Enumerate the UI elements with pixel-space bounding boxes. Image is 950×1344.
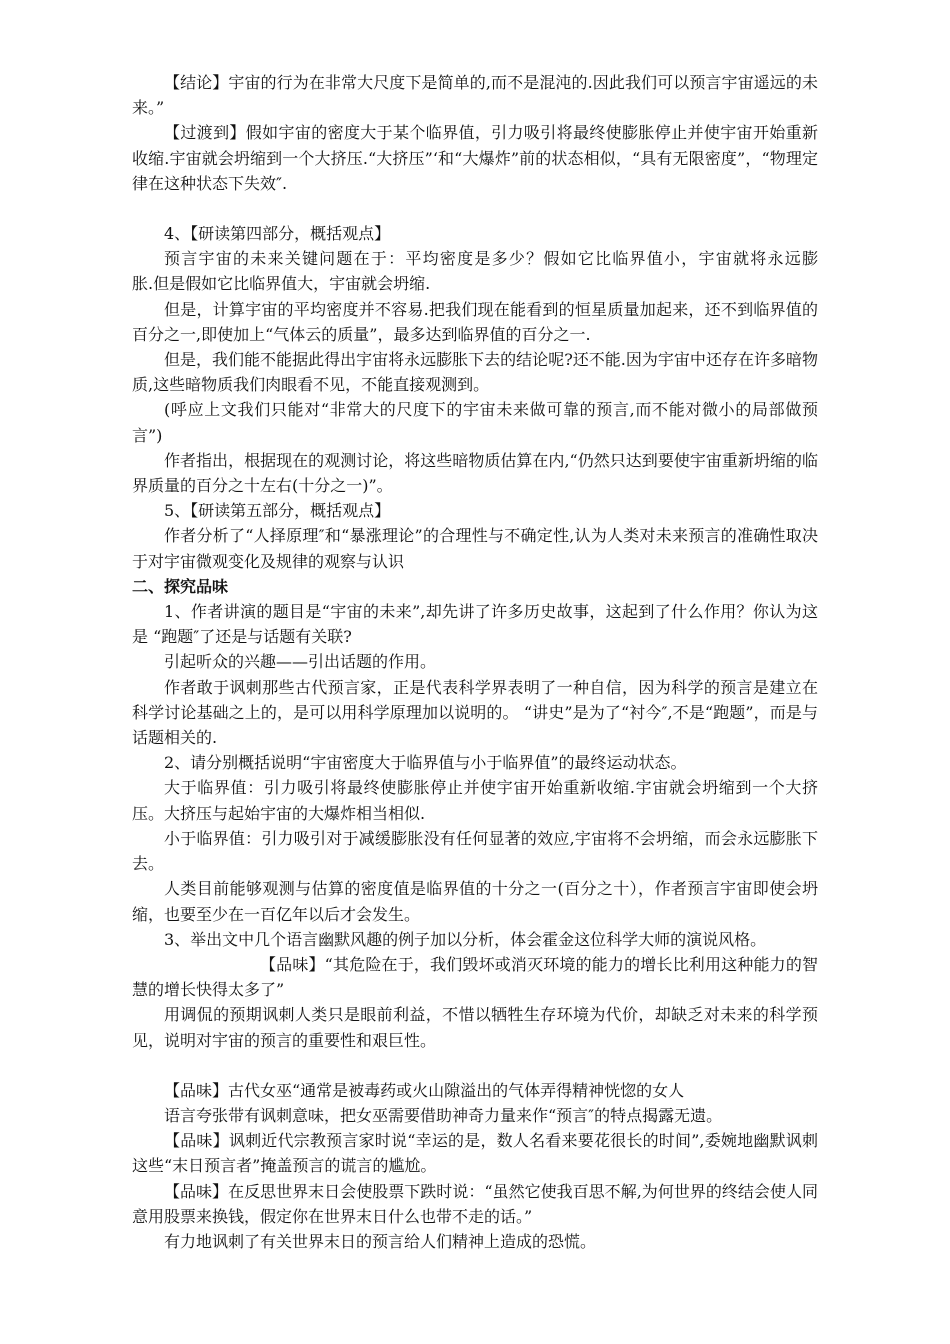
conclusion-paragraph: 【结论】宇宙的行为在非常大尺度下是简单的,而不是混沌的.因此我们可以预言宇宙遥远的未来。”	[132, 73, 818, 118]
pinwei-paragraph: 【品味】在反思世界末日会使股票下跌时说：“虽然它使我百思不解,为何世界的终结会使人同意用股票来换钱，假定你在世界末日什么也带不走的话。”	[132, 1181, 818, 1226]
pinwei-paragraph: 【品味】“其危险在于，我们毁坏或消灭环境的能力的增长比利用这种能力的智慧的增长快得太多了”	[132, 954, 818, 1000]
paragraph: 作者指出，根据现在的观测讨论，将这些暗物质估算在内,“仍然只达到要使宇宙重新坍缩的临界质量的百分之十左右(十分之一)”。	[132, 450, 818, 496]
question-3: 3、举出文中几个语言幽默风趣的例子加以分析，体会霍金这位科学大师的演说风格。	[164, 929, 767, 949]
pinwei-paragraph: 【品味】讽刺近代宗教预言家时说“幸运的是，数人名看来要花很长的时间”,委婉地幽默讽刺这些“末日预言者”掩盖预言的谎言的尴尬。	[132, 1131, 818, 1176]
answer-paragraph: 人类目前能够观测与估算的密度值是临界值的十分之一(百分之十），作者预言宇宙即使会坍缩，也要至少在一百亿年以后才会发生。	[132, 879, 818, 924]
paragraph: 作者分析了“人择原理″和“暴涨理论”的合理性与不确定性,认为人类对未来预言的准确性取决于对宇宙微观变化及规律的观察与认识	[132, 526, 818, 571]
document-page	[132, 70, 851, 1254]
answer-paragraph: 作者敢于讽刺那些古代预言家，正是代表科学界表明了一种自信，因为科学的预言是建立在科学讨论基础之上的，是可以用科学原理加以说明的。 “讲史”是为了“衬今″,不是“跑题”，而是与话题相关的.	[132, 677, 818, 748]
paragraph: 预言宇宙的未来关键问题在于：平均密度是多少？假如它比临界值小，宇宙就将永远膨 胀.但是假如它比临界值大，宇宙就会坍缩.	[132, 249, 851, 294]
transition-paragraph: 【过渡到】假如宇宙的密度大于某个临界值，引力吸引将最终使膨胀停止并使宇宙开始重新收缩.宇宙就会坍缩到一个大挤压.“大挤压”‘和“大爆炸”前的状态相似，“具有无限密度”，“物理定律在这种状态下失效″.	[132, 123, 818, 193]
paragraph: (呼应上文我们只能对“非常大的尺度下的宇宙未来做可靠的预言,而不能对微小的局部做预言”)	[132, 400, 818, 445]
analysis-paragraph: 用调侃的预期讽刺人类只是眼前利益，不惜以牺牲生存环境为代价，却缺乏对未来的科学预见，说明对宇宙的预言的重要性和艰巨性。	[132, 1005, 818, 1050]
question-1: 1、作者讲演的题目是“宇宙的未来”,却先讲了许多历史故事，这起到了什么作用？你认为这是 “跑题″了还是与话题有关联?	[132, 602, 818, 647]
paragraph: 但是，我们能不能据此得出宇宙将永远膨胀下去的结论呢?还不能.因为宇宙中还存在许多暗物质,这些暗物质我们肉眼看不见，不能直接观测到。	[132, 350, 818, 395]
analysis-paragraph: 语言夸张带有讽刺意味，把女巫需要借助神奇力量来作“预言″的特点揭露无遗。	[164, 1105, 723, 1125]
section-4-heading: 4、【研读第四部分，概括观点】	[164, 224, 391, 244]
paragraph: 但是，计算宇宙的平均密度并不容易.把我们现在能看到的恒星质量加起来，还不到临界值的百分之一,即使加上“气体云的质量”，最多达到临界值的百分之一.	[132, 299, 818, 344]
pinwei-paragraph: 【品味】古代女巫“通常是被毒药或火山隙溢出的气体弄得精神恍惚的女人	[164, 1080, 685, 1100]
analysis-paragraph: 有力地讽刺了有关世界末日的预言给人们精神上造成的恐慌。	[164, 1231, 597, 1251]
answer-paragraph: 大于临界值：引力吸引将最终使膨胀停止并使宇宙开始重新收缩.宇宙就会坍缩到一个大挤压。大挤压与起始宇宙的大爆炸相当相似.	[132, 778, 818, 823]
question-2: 2、请分别概括说明“宇宙密度大于临界值与小于临界值”的最终运动状态。	[164, 753, 687, 773]
answer-paragraph: 引起听众的兴趣——引出话题的作用。	[164, 652, 437, 672]
section-5-heading: 5、【研读第五部分，概括观点】	[164, 501, 391, 521]
answer-paragraph: 小于临界值：引力吸引对于减缓膨胀没有任何显著的效应,宇宙将不会坍缩，而会永远膨胀下去。	[132, 828, 818, 874]
part-2-heading: 二、探究品味	[132, 576, 229, 596]
